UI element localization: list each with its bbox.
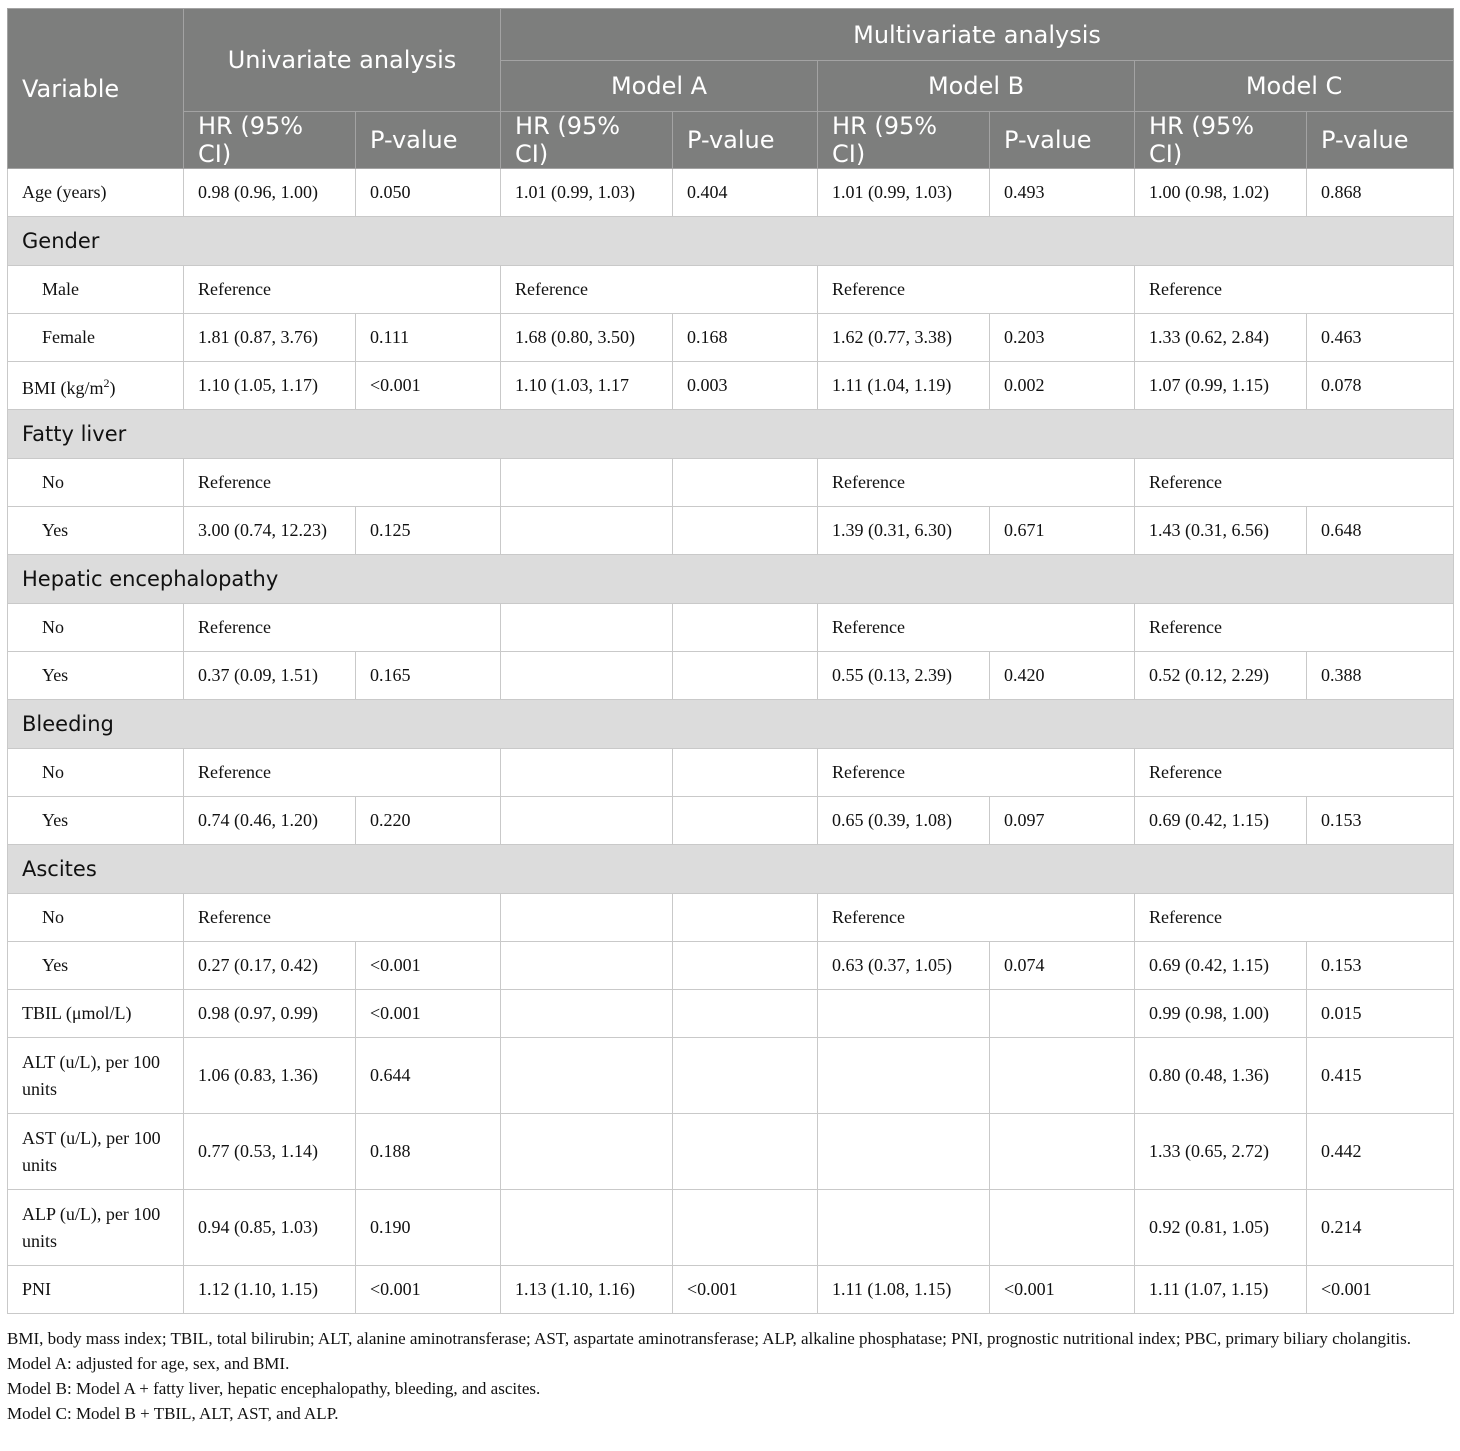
hr-model-c-cell: 1.07 (0.99, 1.15) (1135, 362, 1307, 410)
hr-model-c-cell: 1.43 (0.31, 6.56) (1135, 507, 1307, 555)
p-model-c-cell: 0.442 (1307, 1114, 1454, 1190)
reference-model-b: Reference (818, 749, 1135, 797)
hr-model-b-cell (818, 1038, 990, 1114)
row-label: ALT (u/L), per 100 units (8, 1038, 184, 1114)
table-body (8, 169, 1454, 1314)
row-label: PNI (8, 1266, 184, 1314)
empty-cell (673, 459, 818, 507)
hr-model-c-cell: 0.52 (0.12, 2.29) (1135, 652, 1307, 700)
hr-model-b-cell: 1.39 (0.31, 6.30) (818, 507, 990, 555)
reference-model-c: Reference (1135, 894, 1454, 942)
p-univariate-cell: <0.001 (356, 990, 501, 1038)
p-model-c-cell: 0.868 (1307, 169, 1454, 217)
section-row (8, 845, 1454, 894)
table-row (8, 507, 1454, 555)
p-univariate-cell: 0.125 (356, 507, 501, 555)
p-model-a-cell (673, 507, 818, 555)
row-label: Yes (8, 942, 184, 990)
p-model-a-cell (673, 797, 818, 845)
row-label: AST (u/L), per 100 units (8, 1114, 184, 1190)
hr-model-c-cell: 0.69 (0.42, 1.15) (1135, 797, 1307, 845)
row-label: No (8, 459, 184, 507)
header-univariate: Univariate analysis (184, 9, 501, 112)
table-row (8, 266, 1454, 314)
hr-model-a-cell: 1.10 (1.03, 1.17 (501, 362, 673, 410)
p-model-a-cell: 0.168 (673, 314, 818, 362)
header-hr-model-c: HR (95% CI) (1135, 112, 1307, 169)
hr-model-b-cell (818, 1114, 990, 1190)
header-p-model-c: P-value (1307, 112, 1454, 169)
hr-model-b-cell: 1.62 (0.77, 3.38) (818, 314, 990, 362)
p-univariate-cell: 0.050 (356, 169, 501, 217)
hr-model-b-cell: 0.63 (0.37, 1.05) (818, 942, 990, 990)
p-model-c-cell: 0.214 (1307, 1190, 1454, 1266)
hr-model-a-cell (501, 797, 673, 845)
hr-univariate-cell: 0.74 (0.46, 1.20) (184, 797, 356, 845)
table-row (8, 459, 1454, 507)
p-univariate-cell: <0.001 (356, 1266, 501, 1314)
empty-cell (501, 894, 673, 942)
row-label-text: BMI (kg/m (22, 377, 104, 398)
row-label: No (8, 749, 184, 797)
reference-model-c: Reference (1135, 459, 1454, 507)
reference-model-b: Reference (818, 604, 1135, 652)
hr-univariate-cell: 0.94 (0.85, 1.03) (184, 1190, 356, 1266)
row-label: Yes (8, 652, 184, 700)
reference-model-c: Reference (1135, 749, 1454, 797)
p-model-a-cell (673, 652, 818, 700)
header-model-b: Model B (818, 61, 1135, 112)
hr-model-a-cell (501, 652, 673, 700)
table-row (8, 362, 1454, 410)
p-model-c-cell: 0.153 (1307, 797, 1454, 845)
footnote-model-c: Model C: Model B + TBIL, ALT, AST, and ALP. (7, 1404, 339, 1423)
reference-univariate: Reference (184, 749, 501, 797)
row-label: Age (years) (8, 169, 184, 217)
row-label: Yes (8, 797, 184, 845)
hr-univariate-cell: 3.00 (0.74, 12.23) (184, 507, 356, 555)
hr-model-c-cell: 1.11 (1.07, 1.15) (1135, 1266, 1307, 1314)
p-model-a-cell: 0.003 (673, 362, 818, 410)
hr-model-c-cell: 0.80 (0.48, 1.36) (1135, 1038, 1307, 1114)
reference-univariate: Reference (184, 894, 501, 942)
footnote-model-a: Model A: adjusted for age, sex, and BMI. (7, 1354, 290, 1373)
p-univariate-cell: 0.165 (356, 652, 501, 700)
table-row (8, 894, 1454, 942)
hr-univariate-cell: 1.06 (0.83, 1.36) (184, 1038, 356, 1114)
table-row (8, 1038, 1454, 1114)
row-label: Male (8, 266, 184, 314)
hr-model-a-cell (501, 990, 673, 1038)
hr-univariate-cell: 0.37 (0.09, 1.51) (184, 652, 356, 700)
hr-model-c-cell: 0.92 (0.81, 1.05) (1135, 1190, 1307, 1266)
p-model-a-cell: 0.404 (673, 169, 818, 217)
hr-model-a-cell (501, 1114, 673, 1190)
p-model-b-cell: <0.001 (990, 1266, 1135, 1314)
reference-model-a: Reference (501, 266, 818, 314)
reference-model-b: Reference (818, 266, 1135, 314)
hr-model-b-cell: 0.65 (0.39, 1.08) (818, 797, 990, 845)
empty-cell (501, 604, 673, 652)
row-label: No (8, 604, 184, 652)
hr-model-a-cell: 1.01 (0.99, 1.03) (501, 169, 673, 217)
footnote-model-b: Model B: Model A + fatty liver, hepatic encephalopathy, bleeding, and ascites. (7, 1379, 541, 1398)
reference-model-b: Reference (818, 894, 1135, 942)
p-model-b-cell (990, 1114, 1135, 1190)
p-univariate-cell: 0.190 (356, 1190, 501, 1266)
section-row (8, 410, 1454, 459)
row-label: Female (8, 314, 184, 362)
row-label-end: ) (109, 377, 116, 398)
header-model-a: Model A (501, 61, 818, 112)
p-model-a-cell (673, 1038, 818, 1114)
p-model-c-cell: 0.015 (1307, 990, 1454, 1038)
p-model-b-cell (990, 1038, 1135, 1114)
header-p-univariate: P-value (356, 112, 501, 169)
p-model-b-cell (990, 1190, 1135, 1266)
p-univariate-cell: <0.001 (356, 362, 501, 410)
p-model-b-cell: 0.002 (990, 362, 1135, 410)
header-hr-univariate: HR (95% CI) (184, 112, 356, 169)
hr-model-b-cell: 1.11 (1.04, 1.19) (818, 362, 990, 410)
table-row (8, 990, 1454, 1038)
table-row (8, 1266, 1454, 1314)
hr-model-c-cell: 1.33 (0.62, 2.84) (1135, 314, 1307, 362)
hr-univariate-cell: 0.98 (0.97, 0.99) (184, 990, 356, 1038)
p-model-c-cell: 0.078 (1307, 362, 1454, 410)
hr-model-a-cell: 1.13 (1.10, 1.16) (501, 1266, 673, 1314)
hr-model-a-cell (501, 1190, 673, 1266)
row-label-superscript: 2 (103, 375, 110, 390)
section-label: Gender (8, 217, 1454, 266)
reference-univariate: Reference (184, 266, 501, 314)
table-row (8, 314, 1454, 362)
table-row (8, 1114, 1454, 1190)
row-label: No (8, 894, 184, 942)
hr-univariate-cell: 0.27 (0.17, 0.42) (184, 942, 356, 990)
empty-cell (673, 894, 818, 942)
p-model-a-cell (673, 942, 818, 990)
row-label: Yes (8, 507, 184, 555)
header-multivariate: Multivariate analysis (501, 9, 1454, 61)
p-model-a-cell (673, 990, 818, 1038)
footnote-abbreviations: BMI, body mass index; TBIL, total bilirubin; ALT, alanine aminotransferase; AST, aspartate aminotransferase; ALP, alkaline phosphatase; PNI, prognostic nutritional index; PBC, primary biliary cholangitis. (7, 1329, 1411, 1348)
p-univariate-cell: 0.644 (356, 1038, 501, 1114)
p-univariate-cell: 0.220 (356, 797, 501, 845)
p-model-a-cell (673, 1190, 818, 1266)
reference-univariate: Reference (184, 459, 501, 507)
section-row (8, 555, 1454, 604)
table-header (8, 9, 1454, 169)
p-model-b-cell: 0.203 (990, 314, 1135, 362)
empty-cell (673, 749, 818, 797)
section-label: Hepatic encephalopathy (8, 555, 1454, 604)
header-p-model-b: P-value (990, 112, 1135, 169)
table-footnotes (7, 1326, 1453, 1426)
hr-model-c-cell: 1.33 (0.65, 2.72) (1135, 1114, 1307, 1190)
p-model-b-cell: 0.097 (990, 797, 1135, 845)
hr-model-b-cell: 1.11 (1.08, 1.15) (818, 1266, 990, 1314)
table-row (8, 749, 1454, 797)
hr-model-b-cell: 0.55 (0.13, 2.39) (818, 652, 990, 700)
header-variable: Variable (8, 9, 184, 169)
row-label (8, 362, 184, 410)
hr-model-c-cell: 0.69 (0.42, 1.15) (1135, 942, 1307, 990)
hr-model-b-cell (818, 990, 990, 1038)
table-row (8, 797, 1454, 845)
p-univariate-cell: 0.188 (356, 1114, 501, 1190)
p-model-b-cell (990, 990, 1135, 1038)
row-label: ALP (u/L), per 100 units (8, 1190, 184, 1266)
section-row (8, 700, 1454, 749)
p-univariate-cell: <0.001 (356, 942, 501, 990)
header-p-model-a: P-value (673, 112, 818, 169)
reference-univariate: Reference (184, 604, 501, 652)
table-row (8, 604, 1454, 652)
results-table-container (7, 8, 1453, 1314)
p-model-b-cell: 0.420 (990, 652, 1135, 700)
p-model-b-cell: 0.074 (990, 942, 1135, 990)
reference-model-c: Reference (1135, 266, 1454, 314)
row-label: TBIL (μmol/L) (8, 990, 184, 1038)
empty-cell (501, 749, 673, 797)
header-hr-model-b: HR (95% CI) (818, 112, 990, 169)
p-model-c-cell: 0.415 (1307, 1038, 1454, 1114)
hr-univariate-cell: 1.10 (1.05, 1.17) (184, 362, 356, 410)
hr-model-c-cell: 1.00 (0.98, 1.02) (1135, 169, 1307, 217)
section-label: Bleeding (8, 700, 1454, 749)
section-label: Ascites (8, 845, 1454, 894)
p-univariate-cell: 0.111 (356, 314, 501, 362)
hr-univariate-cell: 1.81 (0.87, 3.76) (184, 314, 356, 362)
p-model-c-cell: 0.648 (1307, 507, 1454, 555)
p-model-c-cell: 0.463 (1307, 314, 1454, 362)
reference-model-b: Reference (818, 459, 1135, 507)
hr-model-b-cell: 1.01 (0.99, 1.03) (818, 169, 990, 217)
regression-table (7, 8, 1454, 1314)
empty-cell (501, 459, 673, 507)
table-row (8, 652, 1454, 700)
hr-model-a-cell: 1.68 (0.80, 3.50) (501, 314, 673, 362)
p-model-b-cell: 0.671 (990, 507, 1135, 555)
p-model-c-cell: 0.388 (1307, 652, 1454, 700)
section-row (8, 217, 1454, 266)
hr-model-b-cell (818, 1190, 990, 1266)
hr-model-a-cell (501, 507, 673, 555)
hr-model-a-cell (501, 942, 673, 990)
reference-model-c: Reference (1135, 604, 1454, 652)
hr-univariate-cell: 0.98 (0.96, 1.00) (184, 169, 356, 217)
hr-model-a-cell (501, 1038, 673, 1114)
hr-univariate-cell: 1.12 (1.10, 1.15) (184, 1266, 356, 1314)
table-row (8, 169, 1454, 217)
p-model-b-cell: 0.493 (990, 169, 1135, 217)
hr-univariate-cell: 0.77 (0.53, 1.14) (184, 1114, 356, 1190)
table-row (8, 942, 1454, 990)
header-hr-model-a: HR (95% CI) (501, 112, 673, 169)
p-model-c-cell: 0.153 (1307, 942, 1454, 990)
section-label: Fatty liver (8, 410, 1454, 459)
header-model-c: Model C (1135, 61, 1454, 112)
p-model-a-cell: <0.001 (673, 1266, 818, 1314)
p-model-c-cell: <0.001 (1307, 1266, 1454, 1314)
p-model-a-cell (673, 1114, 818, 1190)
empty-cell (673, 604, 818, 652)
hr-model-c-cell: 0.99 (0.98, 1.00) (1135, 990, 1307, 1038)
table-row (8, 1190, 1454, 1266)
